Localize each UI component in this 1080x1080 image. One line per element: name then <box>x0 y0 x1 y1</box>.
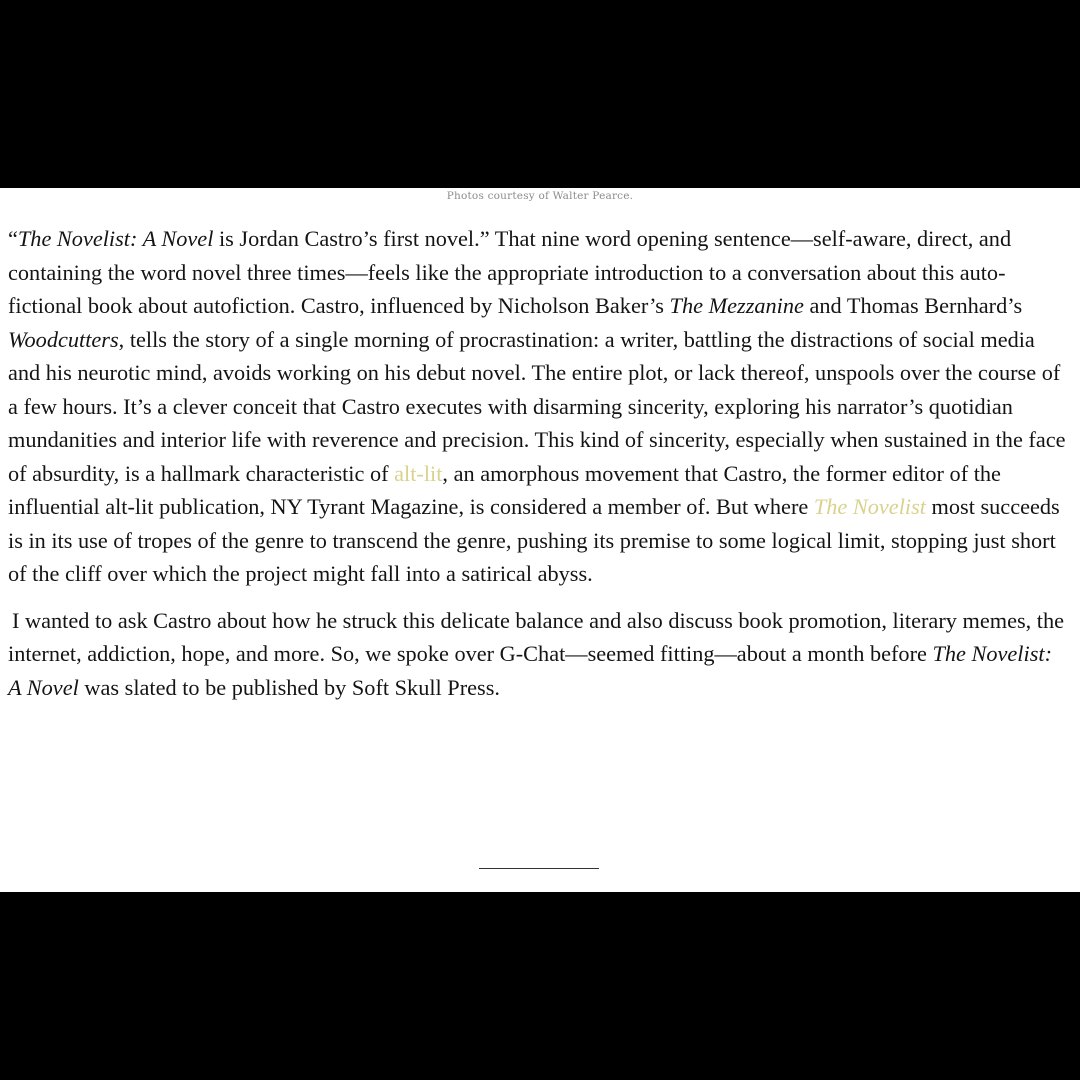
paragraph-text: is Jordan Castro’s first novel.” That nine word opening sentence—self-aware, direct, and containing the word novel three times—feels like the appropriate introduction to a conversation about this auto-fictional book about autofiction. Castro, influenced by Nicholson Baker’s <box>8 226 1012 318</box>
photo-caption: Photos courtesy of Walter Pearce. <box>446 190 634 202</box>
article-page <box>0 188 1080 892</box>
section-divider <box>479 868 599 869</box>
book-title-italic: The Novelist: A Novel <box>17 226 214 251</box>
second-paragraph <box>8 604 1070 705</box>
woodcutters-title-italic: Woodcutters <box>8 326 119 352</box>
paragraph-text: and Thomas Bernhard’s <box>803 293 1023 318</box>
paragraph-text: , an amorphous movement that Castro, the former editor of the influential alt-lit publication, NY Tyrant Magazine, is considered a member of. But where <box>8 460 1001 519</box>
paragraph-text: most succeeds is in its use of tropes of the genre to transcend the genre, pushing its premise to some logical limit, stopping just short of the cliff over which the project might fall into a satirical abyss. <box>8 494 1060 586</box>
opening-quote: “ <box>8 226 18 251</box>
article-body <box>8 222 1070 704</box>
mezzanine-title-italic: The Mezzanine <box>669 293 804 318</box>
paragraph-text: I wanted to ask Castro about how he struck this delicate balance and also discuss book promotion, literary memes, the internet, addiction, hope, and more. So, we spoke over G-Chat—seemed fitting—about a month before <box>8 607 1065 666</box>
paragraph-text: , tells the story of a single morning of procrastination: a writer, battling the distractions of social media and his neurotic mind, avoids working on his debut novel. The entire plot, or lack thereof, unspools over the course of a few hours. It’s a clever conceit that Castro executes with disarming sincerity, exploring his narrator’s quotidian mundanities and interior life with reverence and precision. This kind of sincerity, especially when sustained in the face of absurdity, is a hallmark characteristic of <box>8 326 1066 486</box>
alt-lit-link[interactable]: alt-lit <box>394 460 443 486</box>
intro-paragraph <box>8 222 1070 591</box>
book-title-italic: The Novelist: A Novel <box>8 641 1052 700</box>
the-novelist-link[interactable]: The Novelist <box>813 494 926 519</box>
paragraph-text: was slated to be published by Soft Skull Press. <box>78 674 500 700</box>
